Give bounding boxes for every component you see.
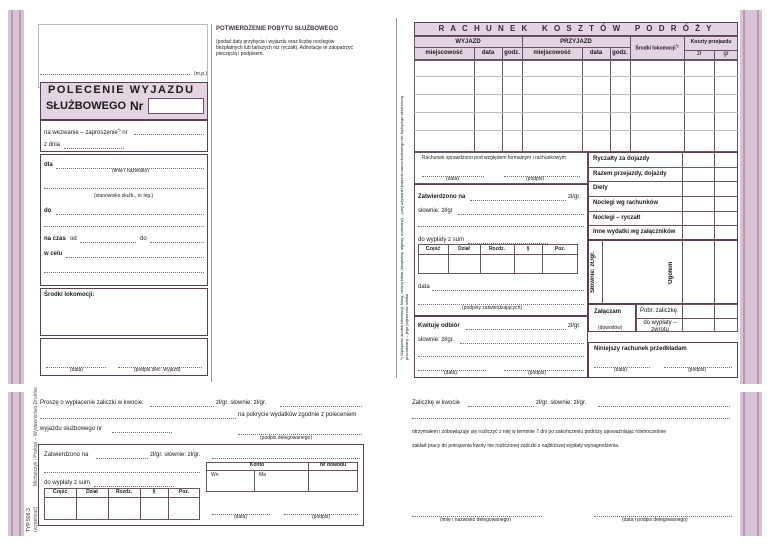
cost-row-divider <box>588 167 738 168</box>
cost-row-divider <box>588 196 738 197</box>
wyjazd-miejscowosc: miejscowość <box>425 50 463 57</box>
zaliczke-amount[interactable] <box>468 406 534 407</box>
zatwierdzono-slownie-field[interactable] <box>458 214 584 215</box>
rb-data-podpis: (data i podpis delegowanego) <box>622 517 688 523</box>
dowodow-hint: (dowodów) <box>598 325 623 331</box>
do2-label: do <box>140 236 147 242</box>
budget-par: § <box>526 245 530 252</box>
cost-row-label: Inne wydatki wg załączników <box>593 229 676 236</box>
lb-dzial: Dział <box>86 488 98 495</box>
z-dnia-field[interactable] <box>64 148 124 149</box>
zaklad-text: zakład pracy do potrącenia kwoty nie rozliczonej zaliczki z najbliższej wypłaty wynagrodzenia. <box>412 443 620 449</box>
cost-row-label: Ryczałty za dojazdy <box>593 156 650 163</box>
cost-row-zl-field[interactable] <box>682 152 714 167</box>
sprawdzono-data: (data) <box>446 176 460 182</box>
na-wezwanie-label: na wezwanie – zaproszenie*) nr <box>44 127 128 136</box>
rb-zl-slownie: zł/gr. słownie: zł/gr. <box>536 400 587 406</box>
sig-sign-hint: (podpis zlec. wyjazd) <box>134 367 181 373</box>
left-bottom-page <box>8 387 372 536</box>
budget-poz: Poz. <box>554 245 566 252</box>
lb-poz: Poz. <box>178 488 190 495</box>
side-publisher: Michalczyk i Prokop – Wydawnictwo Druków <box>33 387 39 486</box>
niniejszy-data: (data) <box>614 367 628 373</box>
cost-row-gr-field[interactable] <box>714 211 738 226</box>
koszty-header: Koszty przejazdu <box>690 39 732 46</box>
do-field[interactable] <box>56 214 204 215</box>
nr-dowodu-header: Nr dowodu <box>319 462 347 469</box>
kwituje-zlgr: zł/gr. <box>568 323 581 329</box>
sprawdzono-podpis: (podpis) <box>526 176 545 182</box>
prosze-amount[interactable] <box>150 406 214 407</box>
rb-imie-deleg: (imię i nazwisko delegowanego) <box>440 517 511 523</box>
cost-row-zl-field[interactable] <box>682 167 714 182</box>
prosze-slownie: zł/gr. słownie: zł/gr. <box>216 400 267 406</box>
zatwierdzono-slownie: słownie: zł/gr <box>418 208 453 214</box>
lb-zatwierdzono: Zatwierdzono na <box>44 452 89 458</box>
cost-row-label: Razem przejazdy, dojazdy <box>593 170 667 177</box>
right-bottom-page <box>388 392 762 536</box>
trip-table-body[interactable] <box>414 60 738 152</box>
right-top-page <box>388 10 762 384</box>
kwituje-podpis: (podpis) <box>528 370 547 376</box>
cost-row-label: Noclegi – ryczałt <box>593 214 641 221</box>
lb-rozdz: Rozdz. <box>115 488 133 495</box>
podpis-deleg: (podpis delegowanego) <box>260 435 312 441</box>
budget-czesc: Część <box>425 245 441 252</box>
koszty-zl: zł <box>696 51 702 58</box>
zatwierdzono-label: Zatwierdzono na <box>418 194 466 200</box>
kwituje-data: (data) <box>444 370 458 376</box>
budget-dzial: Dział <box>458 245 470 252</box>
otrzymalem-text: otrzymałem i zobowiązuję się rozliczyć z niej w terminie 7 dni po zakończeniu podróży upoważniając równocześnie <box>412 429 667 435</box>
w-celu-field[interactable] <box>66 257 204 258</box>
slownie-vertical: Słownie: zł./gr. <box>590 251 596 293</box>
cost-row-zl-field[interactable] <box>682 196 714 211</box>
title-line2: SŁUŻBOWEGO <box>46 100 127 112</box>
wyjazd-godz: godz. <box>504 50 520 57</box>
koszty-gr: gr <box>723 51 729 58</box>
lb-czesc: Część <box>52 488 68 495</box>
do-label: do <box>44 208 52 214</box>
przyjazd-header: PRZYJAZD <box>560 38 592 45</box>
do2-field[interactable] <box>150 242 204 243</box>
cost-row-gr-field[interactable] <box>714 167 738 182</box>
cost-row-gr-field[interactable] <box>714 196 738 211</box>
title-nr: Nr <box>130 99 144 113</box>
w-celu-label: w celu <box>44 251 63 257</box>
lb-data: (data) <box>234 514 248 520</box>
confirm-title: POTWIERDZENIE POBYTU SŁUŻBOWEGO <box>216 26 339 32</box>
zalaczam-label: Załączam <box>594 309 622 315</box>
zatwierdzono-amount[interactable] <box>470 200 566 201</box>
na-czas-label: na czas <box>44 236 66 242</box>
right-binding-stripe <box>740 10 762 384</box>
kwituje-amount[interactable] <box>466 329 566 330</box>
pobr-zaliczke: Pobr. zaliczkę <box>640 308 678 314</box>
cost-row-divider <box>588 211 738 212</box>
sprawdzono-text: Rachunek sprawdzono pod względem formalnym i rachunkowym <box>422 155 566 161</box>
confirm-text: (podać daty przybycia i wyjazdu oraz liczbę noclegów bezpłatnych lub tańszych niż ryczałt). Adnotacje te zaopatrzyć pieczęcią i podpisem. <box>216 39 354 57</box>
zatw-data-label: data <box>418 284 430 290</box>
cost-row-zl-field[interactable] <box>682 181 714 196</box>
lb-zl-slownie: zł/gr. słownie: zł/gr. <box>150 452 201 458</box>
niniejszy-podpis: (podpis) <box>688 367 707 373</box>
dla-label: dla <box>44 162 53 168</box>
left-top-page <box>8 10 372 384</box>
title-line1: POLECENIE WYJAZDU <box>48 84 195 96</box>
cost-row-divider <box>588 225 738 226</box>
ogolem-vertical: Ogółem <box>668 261 674 285</box>
kwituje-slownie: słownie: zł/gr. <box>418 337 455 343</box>
wyjazd-data: data <box>481 50 495 57</box>
przyjazd-data: data <box>589 50 603 57</box>
prosze-label: Proszę o wypłacenie zaliczki w kwocie: <box>40 400 144 406</box>
cost-row-zl-field[interactable] <box>682 225 714 240</box>
cost-row-zl-field[interactable] <box>682 211 714 226</box>
konto-wn: Wn <box>211 472 219 479</box>
podpisy-zatw: (podpisy zatwierdzających) <box>462 305 523 311</box>
zaliczke-label: Zaliczkę w kwocie <box>412 400 461 406</box>
side-note: *) Wpisywać środek lokomocji, klasę, rodzaj biletu (bezpłatny, ulgowy, normalny) – przy używaniu pojazdu samochodowego nie będącego własnością pracodawcy – jego pojemność silnika <box>399 96 409 360</box>
cost-row-divider <box>588 181 738 182</box>
przyjazd-godz: godz. <box>612 50 628 57</box>
budget-rozdz: Rozdz. <box>488 245 506 252</box>
do-wyplaty-zwrotu: do wypłaty – zwrotu <box>643 320 677 333</box>
wyjazdu-label: wyjazdu służbowego nr <box>40 426 103 432</box>
lb-do-wyplaty: do wypłaty z sum <box>44 480 91 486</box>
konto-header: Konto <box>249 462 265 469</box>
side-word: (wypełniać) <box>33 506 39 532</box>
na-pokrycie: na pokrycie wydatków zgodnie z poleceniem <box>238 412 357 418</box>
zatwierdzono-zlgr: zł/gr. <box>568 194 581 200</box>
right-bottom-stripe <box>740 392 762 536</box>
z-dnia-label: z dnia <box>44 142 61 148</box>
cost-row-label: Diety <box>593 185 608 192</box>
imie-nazwisko-hint: (imię i nazwisko) <box>112 168 149 174</box>
cost-row-label: Noclegi wg rachunków <box>593 200 659 207</box>
left-bottom-stripe <box>8 392 24 536</box>
lb-par: § <box>152 488 156 495</box>
od-field[interactable] <box>80 242 136 243</box>
w-celu-field-2[interactable] <box>44 272 204 273</box>
konto-ma: Ma <box>259 472 266 479</box>
side-code: TYP 506-3 <box>26 508 32 532</box>
stanowisko-hint: (stanowisko służb., nr leg.) <box>94 193 154 199</box>
do-wyplaty-label: do wypłaty z sum <box>418 237 465 243</box>
stamp-area <box>38 24 208 88</box>
wyjazd-header: WYJAZD <box>455 38 481 45</box>
lb-podpis: (podpis) <box>312 514 331 520</box>
wezwanie-nr-field[interactable] <box>134 134 204 135</box>
cost-row-gr-field[interactable] <box>714 181 738 196</box>
srodki-header: Środki lokomocji*) <box>635 42 679 52</box>
left-binding-stripe <box>8 10 24 384</box>
stanowisko-field[interactable] <box>44 188 204 189</box>
mp-label: (m.p.) <box>194 71 208 77</box>
od-label: od <box>70 236 77 242</box>
signature-box <box>40 338 208 376</box>
cost-title: R A C H U N E K K O S Z T Ó W P O D R Ó Ż Y <box>438 24 714 33</box>
title-nr-field[interactable] <box>148 98 204 114</box>
cost-row-gr-field[interactable] <box>714 225 738 240</box>
sig-date-hint: (data) <box>70 367 84 373</box>
cost-row-gr-field[interactable] <box>714 152 738 167</box>
ogolem-box <box>588 240 738 304</box>
kwituje-label: Kwituję odbiór <box>418 323 460 329</box>
przyjazd-miejscowosc: miejscowość <box>533 50 571 57</box>
srodki-label: Środki lokomocji: <box>44 292 95 298</box>
niniejszy-label: Niniejszy rachunek przedkładam <box>594 346 687 352</box>
do-field-2[interactable] <box>44 226 204 227</box>
